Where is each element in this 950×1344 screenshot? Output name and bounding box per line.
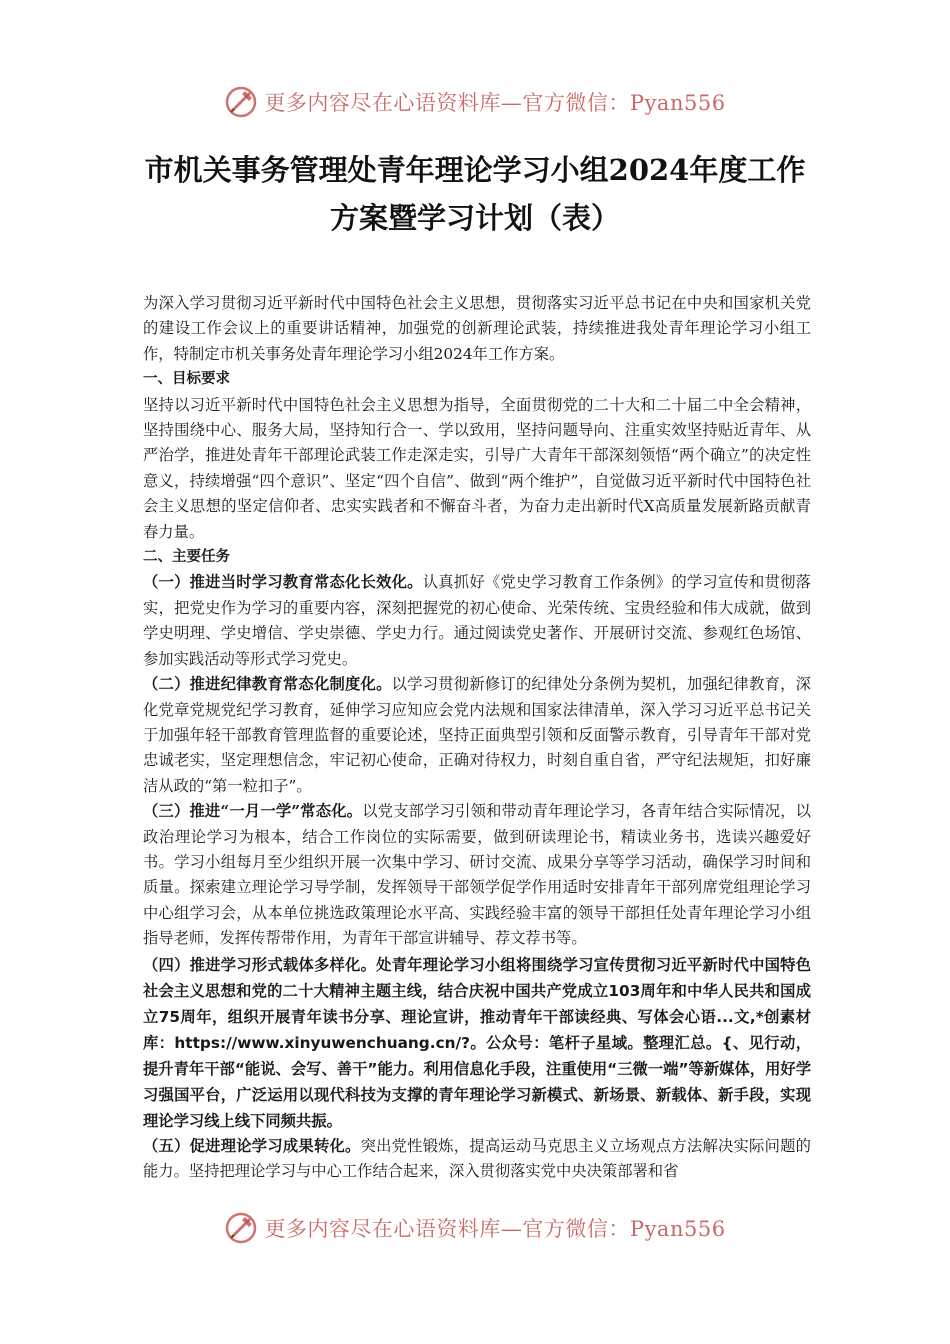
- task-item-1-body: 认真抓好《党史学习教育工作条例》的学习宣传和贯彻落实，把党史作为学习的重要内容，深刻把握党的初心使命、光荣传统、宝贵经验和伟大成就，做到学史明理、学史增信、学史崇德、学史力行。通过阅读党史著作、开展研讨交流、参观红色场馆、参加实践活动等形式学习党史。: [143, 573, 811, 668]
- footer-watermark-banner: [0, 1208, 950, 1248]
- title-line-2: 方案暨学习计划（表）: [329, 201, 620, 235]
- watermark-text: 更多内容尽在心语资料库—官方微信：Pyan556: [264, 1217, 726, 1241]
- section-heading-goals: 一、目标要求: [143, 371, 230, 388]
- task-item-1: [143, 570, 811, 672]
- document-body: [143, 291, 811, 1184]
- task-item-2-body: 以学习贯彻新修订的纪律处分条例为契机，加强纪律教育，深化党章党规党纪学习教育，延伸学习应知应会党内法规和国家法律清单，深入学习习近平总书记关于加强年轻干部教育管理监督的重要论述，坚持正面典型引领和反面警示教育，引导青年干部对党忠诚老实，坚定理想信念，牢记初心使命，正确对待权力，时刻自重自省，严守纪法规矩，扣好廉洁从政的“第一粒扣子”。: [143, 675, 811, 795]
- goals-paragraph: 坚持以习近平新时代中国特色社会主义思想为指导，全面贯彻党的二十大和二十届二中全会精神，坚持围绕中心、服务大局，坚持知行合一、学以致用，坚持问题导向、注重实效坚持贴近青年、从严治学，推进处青年干部理论武装工作走深走实，引导广大青年干部深刻领悟“两个确立”的决定性意义，持续增强“四个意识”、坚定“四个自信”、做到“两个维护”，自觉做习近平新时代中国特色社会主义思想的坚定信仰者、忠实实践者和不懈奋斗者，为奋力走出新时代X高质量发展新路贡献青春力量。: [143, 395, 811, 541]
- document-title: [90, 146, 860, 242]
- task-item-3-body: 以党支部学习引领和带动青年理论学习，各青年结合实际情况，以政治理论学习为根本，结合工作岗位的实际需要，做到研读理论书，精读业务书，选读兴趣爱好书。学习小组每月至少组织开展一次集中学习、研讨交流、成果分享等学习活动，确保学习时间和质量。探索建立理论学习导学制，发挥领导干部领学促学作用适时安排青年干部列席党组理论学习中心组学习会，从本单位挑选政策理论水平高、实践经验丰富的领导干部担任处青年理论学习小组指导老师，发挥传帮带作用，为青年干部宣讲辅导、荐文荐书等。: [143, 802, 811, 948]
- task-item-3: [143, 799, 811, 951]
- title-line-1: 市机关事务管理处青年理论学习小组2024年度工作: [144, 153, 806, 187]
- intro-paragraph: 为深入学习贯彻习近平新时代中国特色社会主义思想，贯彻落实习近平总书记在中央和国家机关党的建设工作会议上的重要讲话精神，加强党的创新理论武装，持续推进我处青年理论学习小组工作，特制定市机关事务处青年理论学习小组2024年工作方案。: [143, 294, 811, 363]
- task-item-5: [143, 1134, 811, 1185]
- task-item-5-lead: （五）促进理论学习成果转化。: [143, 1136, 361, 1155]
- task-item-4: （四）推进学习形式载体多样化。处青年理论学习小组将围绕学习宣传贯彻习近平新时代中国特色社会主义思想和党的二十大精神主题主线，结合庆祝中国共产党成立103周年和中华人民共和国成立75周年，组织开展青年读书分享、理论宣讲，推动青年干部读经典、写体会心语...文,*创素材库：https://www.xinyuwenchuang.cn/?。公众号：笔杆子星域。整理汇总。{、见行动，提升青年干部“能说、会写、善干”能力。利用信息化手段，注重使用“三微一端”等新媒体，用好学习强国平台，广泛运用以现代科技为支撑的青年理论学习新模式、新场景、新载体、新手段，实现理论学习线上线下同频共振。: [143, 955, 811, 1130]
- brand-logo-icon: [224, 1211, 258, 1245]
- task-item-2-lead: （二）推进纪律教育常态化制度化。: [143, 675, 392, 694]
- brand-logo-icon: [224, 85, 258, 119]
- task-item-1-lead: （一）推进当时学习教育常态化长效化。: [143, 573, 423, 592]
- watermark-text: 更多内容尽在心语资料库—官方微信：Pyan556: [264, 91, 726, 115]
- task-item-2: [143, 672, 811, 799]
- task-item-5-body: 突出党性锻炼，提高运动马克思主义立场观点方法解决实际问题的能力。坚持把理论学习与中心工作结合起来，深入贯彻落实党中央决策部署和省: [143, 1136, 811, 1180]
- header-watermark-banner: [0, 82, 950, 122]
- section-heading-tasks: 二、主要任务: [143, 549, 230, 566]
- task-item-3-lead: （三）推进“一月一学”常态化。: [143, 802, 363, 821]
